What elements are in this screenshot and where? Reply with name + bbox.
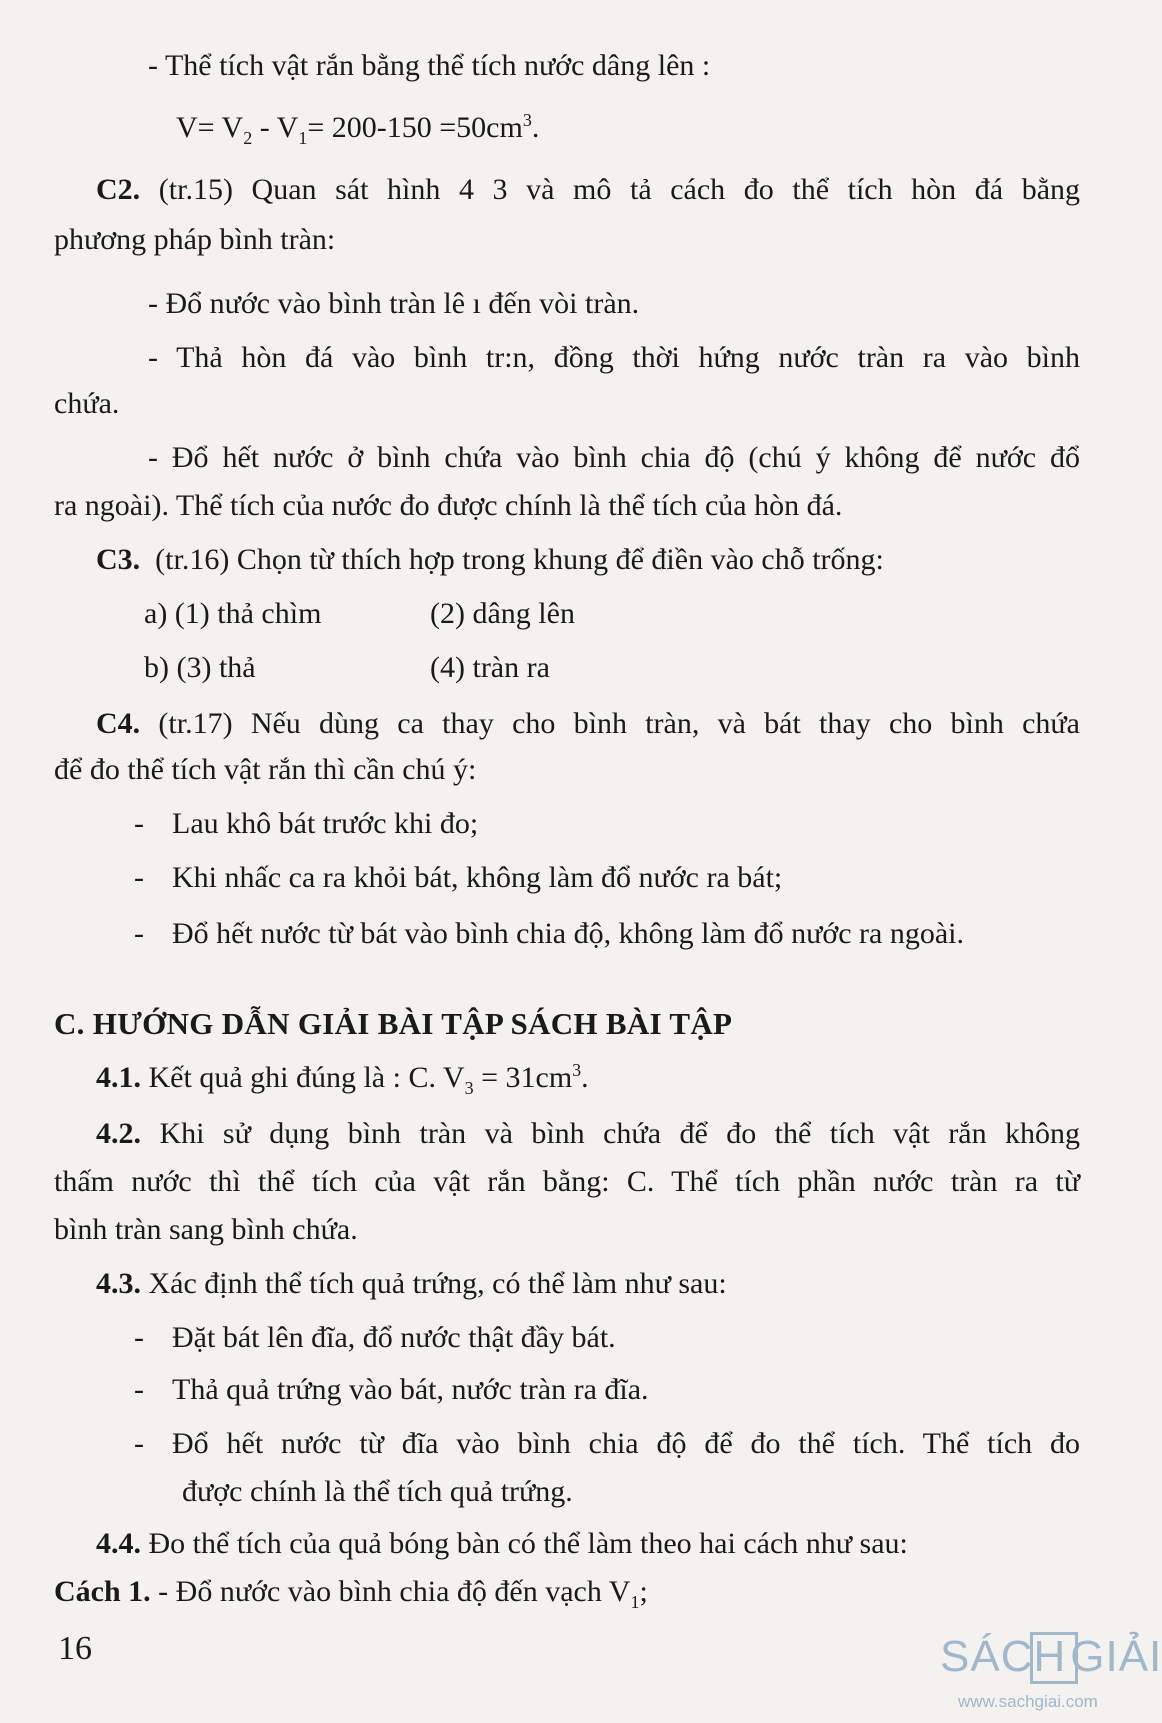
method-end: ;	[639, 1575, 648, 1608]
bullet-dash: -	[134, 861, 144, 894]
bullet-text: Khi nhấc ca ra khỏi bát, không làm đổ nước ra bát;	[172, 861, 783, 894]
bullet-dash: -	[134, 1321, 144, 1354]
question-label: C2.	[96, 173, 141, 206]
text-line: - Thả hòn đá vào bình tr:n, đồng thời hứng nước tràn ra vào bình	[148, 341, 1080, 374]
text-line	[96, 172, 1080, 208]
exercise-text: Xác định thể tích quả trứng, có thể làm như sau:	[148, 1267, 727, 1300]
text-line	[96, 1526, 908, 1562]
subscript: 3	[464, 1078, 474, 1098]
formula-part: V= V	[176, 111, 244, 144]
text-line: - Đổ hết nước ở bình chứa vào bình chia độ (chú ý không để nước đổ	[148, 441, 1080, 474]
bullet-dash: -	[134, 807, 144, 840]
bullet-dash: -	[134, 1373, 144, 1406]
superscript: 3	[572, 1060, 582, 1080]
bullet-dash: -	[134, 1427, 144, 1460]
bullet-dash: -	[134, 917, 144, 950]
superscript: 3	[522, 110, 532, 130]
brand-g: G	[1070, 1632, 1106, 1681]
subscript: 2	[243, 128, 253, 148]
answer-a1: a) (1) thả chìm	[144, 597, 322, 630]
answer-b2: (4) tràn ra	[430, 651, 550, 684]
question-label: C4.	[96, 707, 141, 740]
exercise-text: Khi sử dụng bình tràn và bình chứa để đo thể tích vật rắn không	[159, 1117, 1081, 1150]
exercise-label: 4.4.	[96, 1527, 141, 1560]
bullet-text: Đổ hết nước từ bát vào bình chia độ, không làm đổ nước ra ngoài.	[172, 917, 964, 950]
section-heading: C. HƯỚNG DẪN GIẢI BÀI TẬP SÁCH BÀI TẬP	[54, 1006, 733, 1041]
exercise-label: 4.3.	[96, 1267, 141, 1300]
watermark-brand	[940, 1632, 1162, 1682]
formula-part: = 200-150 =50cm	[307, 111, 523, 144]
exercise-text: = 31cm	[473, 1061, 573, 1094]
subscript: 1	[298, 128, 308, 148]
subscript: 1	[630, 1592, 640, 1612]
method-label: Cách 1.	[54, 1575, 151, 1608]
text-line: bình tràn sang bình chứa.	[54, 1213, 358, 1246]
text-line: thấm nước thì thể tích của vật rắn bằng: C. Thể tích phần nước tràn ra từ	[54, 1165, 1080, 1198]
exercise-text: Kết quả ghi đúng là : C. V	[148, 1061, 465, 1094]
text-line	[96, 1116, 1080, 1152]
answer-a2: (2) dâng lên	[430, 597, 575, 630]
text-line	[54, 1574, 648, 1610]
text-line	[96, 1266, 727, 1302]
bullet-text: Đổ hết nước từ đĩa vào bình chia độ để đo thể tích. Thể tích đo	[172, 1427, 1080, 1460]
text-line: - Đổ nước vào bình tràn lê ı đến vòi tràn.	[148, 287, 640, 320]
answer-b1: b) (3) thả	[144, 651, 256, 684]
formula-end: .	[531, 111, 540, 144]
text-line	[96, 706, 1080, 742]
brand-right: IẢI	[1105, 1632, 1162, 1681]
text-line: để đo thể tích vật rắn thì cần chú ý:	[54, 753, 477, 786]
page-number: 16	[58, 1630, 92, 1667]
text-line: - Thể tích vật rắn bằng thể tích nước dâng lên :	[148, 49, 711, 82]
watermark-url[interactable]: www.sachgiai.com	[958, 1692, 1098, 1711]
exercise-text: Đo thể tích của quả bóng bàn có thể làm theo hai cách như sau:	[148, 1527, 908, 1560]
text-line: chứa.	[54, 387, 120, 420]
watermark-logo	[940, 1632, 1162, 1718]
bullet-text: Đặt bát lên đĩa, đổ nước thật đầy bát.	[172, 1321, 616, 1354]
text-line: ra ngoài). Thể tích của nước đo được chính là thể tích của hòn đá.	[54, 489, 843, 522]
bullet-text: Thả quả trứng vào bát, nước tràn ra đĩa.	[172, 1373, 649, 1406]
question-label: C3.	[96, 543, 141, 576]
method-text: - Đổ nước vào bình chia độ đến vạch V	[158, 1575, 631, 1608]
formula-line	[176, 110, 539, 146]
text-line: phương pháp bình tràn:	[54, 223, 336, 256]
question-text: (tr.17) Nếu dùng ca thay cho bình tràn, và bát thay cho bình chứa	[158, 707, 1080, 740]
exercise-end: .	[581, 1061, 589, 1094]
question-text: (tr.15) Quan sát hình 4 3 và mô tả cách đo thể tích hòn đá bằng	[158, 173, 1081, 206]
text-line	[96, 542, 884, 578]
exercise-label: 4.2.	[96, 1117, 141, 1150]
bullet-text: Lau khô bát trước khi đo;	[172, 807, 479, 840]
brand-left: SÁCH	[940, 1632, 1067, 1681]
text-line	[96, 1060, 589, 1096]
text-line: được chính là thể tích quả trứng.	[182, 1475, 573, 1508]
question-text: (tr.16) Chọn từ thích hợp trong khung để điền vào chỗ trống:	[155, 543, 884, 576]
exercise-label: 4.1.	[96, 1061, 141, 1094]
formula-part: - V	[252, 111, 299, 144]
